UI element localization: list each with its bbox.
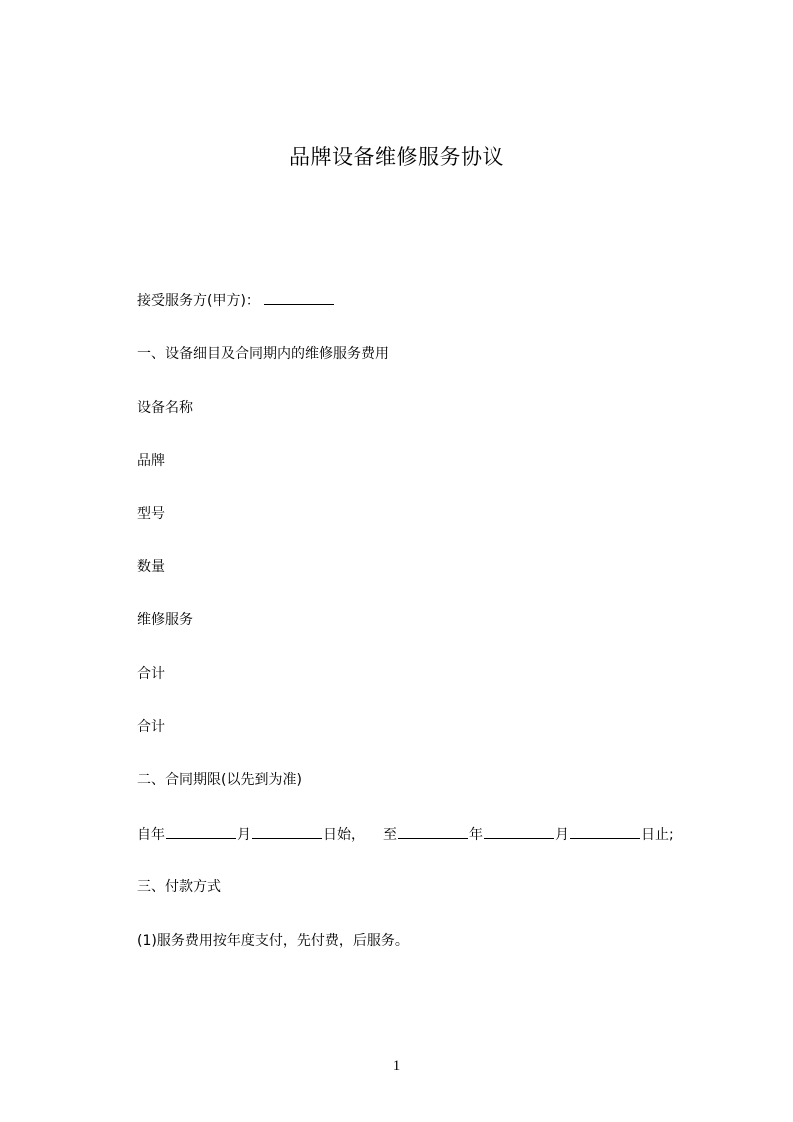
section-3-heading: 三、付款方式: [137, 879, 221, 895]
term-month-1: 月: [237, 827, 251, 843]
term-from-prefix: 自年: [137, 827, 165, 843]
party-a-blank[interactable]: [264, 290, 334, 305]
term-end-month-blank[interactable]: [484, 824, 554, 839]
table-item-equipment-name: 设备名称: [137, 400, 193, 416]
table-item-model: 型号: [137, 506, 165, 522]
table-item-maintenance-service: 维修服务: [137, 612, 193, 628]
term-end-day-blank[interactable]: [570, 824, 640, 839]
term-end-year-blank[interactable]: [398, 824, 468, 839]
table-item-total: 合计: [137, 719, 165, 735]
term-start-month-blank[interactable]: [166, 824, 236, 839]
page-number: 1: [392, 1058, 401, 1074]
term-day-start: 日始，: [323, 827, 365, 843]
term-to: 至: [383, 827, 397, 843]
party-a-label: 接受服务方(甲方)：: [137, 293, 260, 309]
section-1-heading: 一、设备细目及合同期内的维修服务费用: [137, 346, 389, 362]
table-item-brand: 品牌: [137, 453, 165, 469]
party-a-line: [137, 290, 334, 311]
term-day-end: 日止;: [641, 827, 674, 843]
term-start-day-blank[interactable]: [252, 824, 322, 839]
contract-term-line: [137, 824, 674, 845]
payment-clause: (1)服务费用按年度支付，先付费，后服务。: [137, 933, 409, 949]
term-month-2: 月: [555, 827, 569, 843]
term-year: 年: [469, 827, 483, 843]
page-title: 品牌设备维修服务协议: [289, 145, 504, 169]
section-2-heading: 二、合同期限(以先到为准): [137, 772, 302, 788]
table-item-subtotal: 合计: [137, 666, 165, 682]
table-item-quantity: 数量: [137, 559, 165, 575]
